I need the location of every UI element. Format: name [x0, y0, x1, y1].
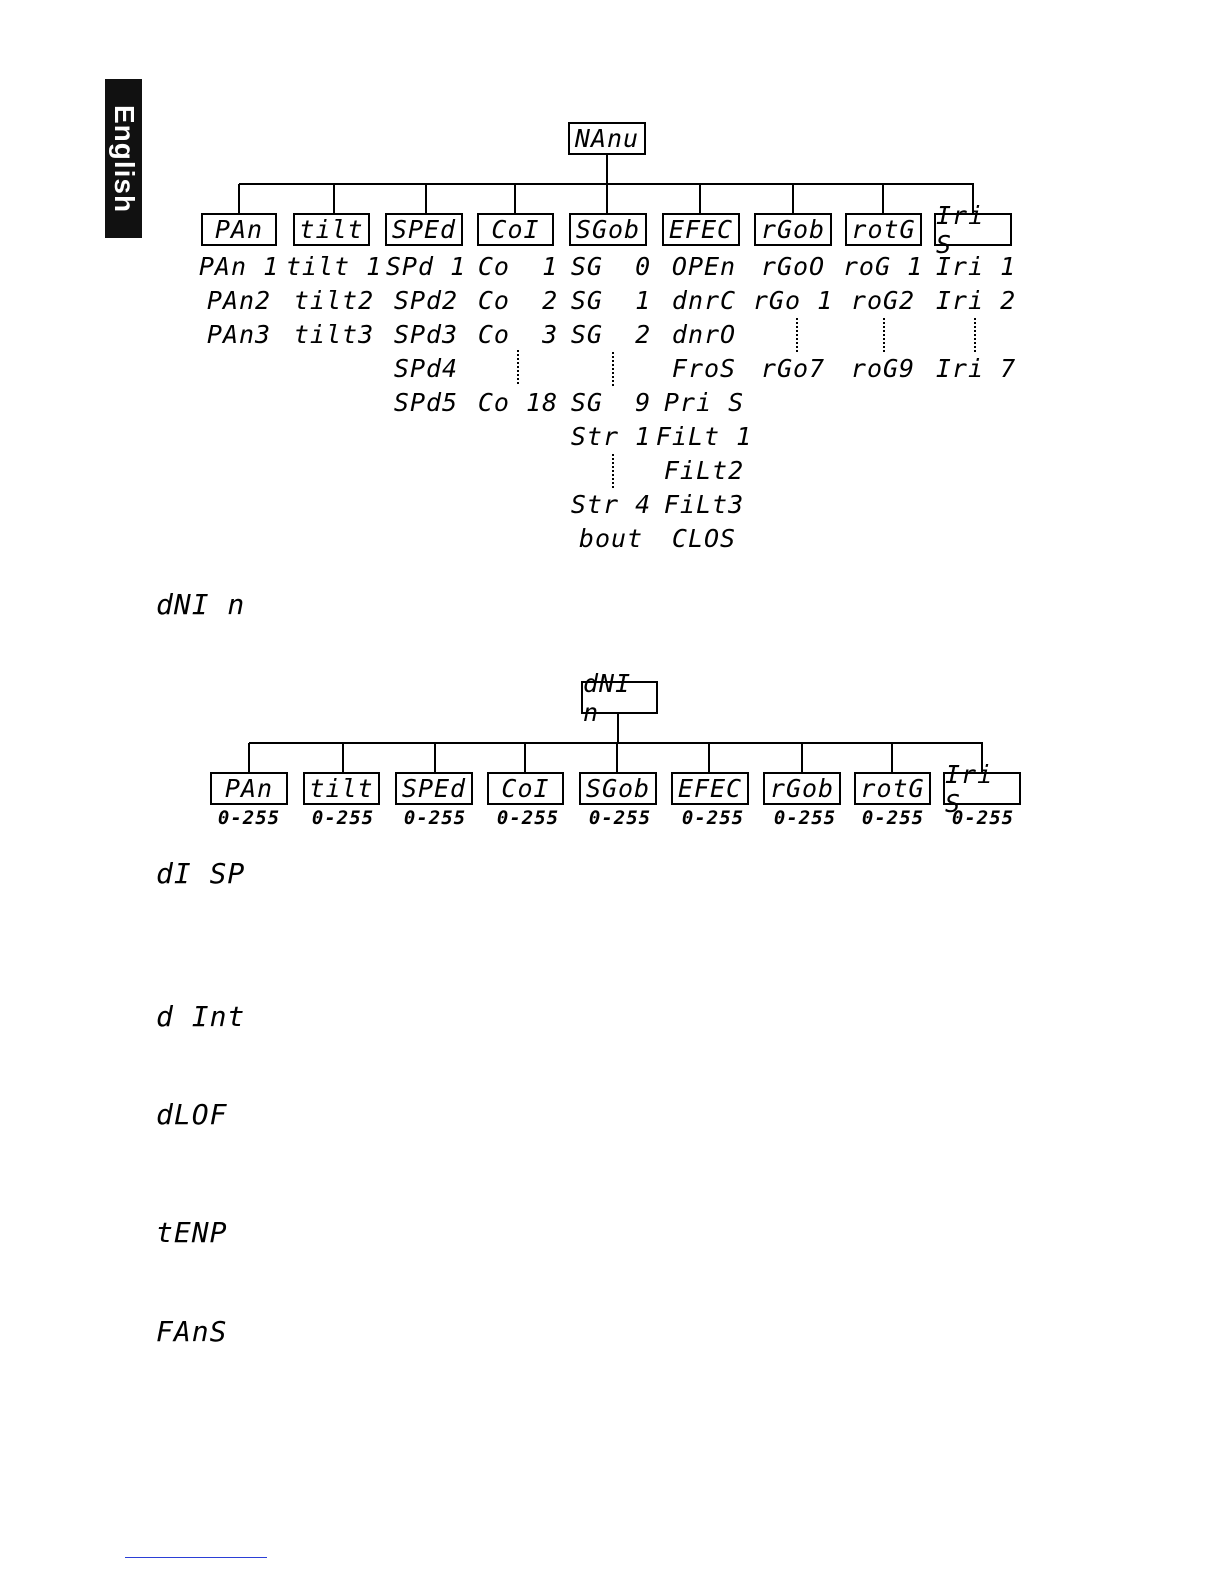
dmin-range: 0-255: [217, 807, 281, 829]
manu-box-sped: [385, 213, 463, 246]
box-label: tilt: [299, 215, 364, 244]
footer-rule: [125, 1557, 267, 1558]
manu-item: FiLt2: [663, 456, 745, 485]
manu-item: Co 3: [477, 320, 559, 349]
dmin-range: 0-255: [403, 807, 467, 829]
manu-drop: [425, 184, 427, 213]
ellipsis-dots: [612, 454, 614, 488]
box-label: SPEd: [401, 774, 467, 803]
manu-item: Str 1: [570, 422, 652, 451]
manu-item: dnrO: [671, 320, 737, 349]
manu-item: Iri 2: [935, 286, 1017, 315]
manu-root-box: [568, 122, 646, 155]
dmin-box-sgob: [579, 772, 657, 805]
box-label: PAn: [224, 774, 274, 803]
section-heading-dmin: dNI n: [156, 588, 246, 621]
manu-root-stem: [606, 155, 608, 184]
language-tab: [105, 79, 142, 238]
manu-item: SG 1: [570, 286, 652, 315]
manu-box-rotg: [845, 213, 922, 246]
manu-drop: [699, 184, 701, 213]
dmin-range: 0-255: [951, 807, 1015, 829]
manu-item: roG9: [850, 354, 916, 383]
manu-item: Co 1: [477, 252, 559, 281]
manu-item: bout: [578, 524, 644, 553]
ellipsis-dots: [883, 318, 885, 352]
box-label: EFEC: [668, 215, 734, 244]
manu-item: FroS: [671, 354, 737, 383]
box-label: rotG: [851, 215, 916, 244]
manu-item: roG2: [850, 286, 916, 315]
manu-item: Co 2: [477, 286, 559, 315]
dmin-box-rotg: [854, 772, 931, 805]
dmin-box-rgob: [763, 772, 841, 805]
manu-item: Iri 7: [935, 354, 1017, 383]
manu-item: Co 18: [477, 388, 559, 417]
box-label: rotG: [860, 774, 925, 803]
manu-item: Iri 1: [935, 252, 1017, 281]
dmin-range: 0-255: [681, 807, 745, 829]
dmin-box-tilt: [303, 772, 380, 805]
box-label: PAn: [214, 215, 264, 244]
manu-item: PAn 1: [198, 252, 280, 281]
manu-item: CLOS: [671, 524, 737, 553]
manu-drop: [238, 184, 240, 213]
manu-item: SG 2: [570, 320, 652, 349]
manu-item: Pri S: [663, 388, 745, 417]
manu-item: PAn3: [206, 320, 272, 349]
manu-drop: [882, 184, 884, 213]
manu-box-efec: [662, 213, 740, 246]
ellipsis-dots: [612, 352, 614, 386]
dmin-range: 0-255: [773, 807, 837, 829]
box-label: EFEC: [677, 774, 743, 803]
dmin-range: 0-255: [861, 807, 925, 829]
manu-item: rGo7: [760, 354, 826, 383]
section-heading-dint: d Int: [156, 1000, 246, 1033]
manu-item: SPd 1: [385, 252, 467, 281]
manu-box-col: [477, 213, 554, 246]
dmin-range: 0-255: [496, 807, 560, 829]
manu-root-label: NAnu: [574, 124, 640, 153]
dmin-drop: [891, 743, 893, 772]
box-label: CoI: [491, 215, 540, 244]
dmin-root-stem: [617, 714, 619, 743]
dmin-box-efec: [671, 772, 749, 805]
manu-item: SPd5: [393, 388, 459, 417]
section-heading-temp: tENP: [156, 1216, 228, 1249]
dmin-drop: [801, 743, 803, 772]
manu-item: tilt3: [293, 320, 375, 349]
manu-item: tilt2: [293, 286, 375, 315]
ellipsis-dots: [974, 318, 976, 352]
section-heading-dlof: dLOF: [156, 1098, 228, 1131]
dmin-range: 0-255: [588, 807, 652, 829]
box-label: rGob: [760, 215, 826, 244]
manu-item: roG 1: [842, 252, 924, 281]
dmin-range: 0-255: [311, 807, 375, 829]
section-heading-fans: FAnS: [156, 1315, 228, 1348]
dmin-root-label: dNI n: [583, 668, 632, 727]
manu-drop: [606, 184, 608, 213]
dmin-box-sped: [395, 772, 473, 805]
manu-item: tilt 1: [285, 252, 383, 281]
manu-item: rGo 1: [752, 286, 834, 315]
manu-drop: [514, 184, 516, 213]
dmin-drop: [616, 743, 618, 772]
ellipsis-dots: [796, 318, 798, 352]
manu-item: Str 4: [570, 490, 652, 519]
manu-item: FiLt 1: [655, 422, 753, 451]
manu-item: dnrC: [671, 286, 737, 315]
manu-item: rGoO: [760, 252, 826, 281]
manu-item: PAn2: [206, 286, 272, 315]
manu-box-tilt: [293, 213, 370, 246]
manu-item: SG 9: [570, 388, 652, 417]
manu-box-pan: [201, 213, 277, 246]
manu-item: SG 0: [570, 252, 652, 281]
box-label: CoI: [501, 774, 550, 803]
manu-item: SPd4: [393, 354, 459, 383]
language-tab-label: English: [108, 104, 140, 213]
dmin-drop: [708, 743, 710, 772]
dmin-box-col: [487, 772, 564, 805]
manu-box-rgob: [754, 213, 832, 246]
box-label: tilt: [309, 774, 374, 803]
dmin-drop: [434, 743, 436, 772]
manu-drop: [792, 184, 794, 213]
manu-box-iris: [934, 200, 1012, 259]
box-label: Iri S: [936, 200, 985, 259]
box-label: Iri S: [945, 759, 994, 818]
manu-box-sgob: [569, 213, 647, 246]
manu-drop: [333, 184, 335, 213]
dmin-drop: [342, 743, 344, 772]
manu-item: OPEn: [671, 252, 737, 281]
box-label: SGob: [585, 774, 651, 803]
manu-item: FiLt3: [663, 490, 745, 519]
box-label: SGob: [575, 215, 641, 244]
manu-item: SPd3: [393, 320, 459, 349]
ellipsis-dots: [517, 350, 519, 384]
manu-item: SPd2: [393, 286, 459, 315]
section-heading-disp: dI SP: [156, 857, 246, 890]
dmin-drop: [524, 743, 526, 772]
dmin-drop: [248, 743, 250, 772]
dmin-box-pan: [210, 772, 288, 805]
dmin-root-box: [581, 668, 658, 727]
box-label: SPEd: [391, 215, 457, 244]
box-label: rGob: [769, 774, 835, 803]
